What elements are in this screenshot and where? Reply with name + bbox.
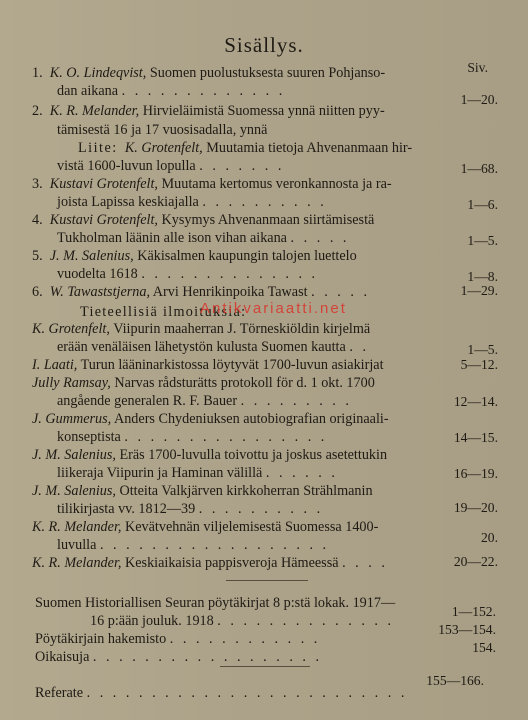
- entry-5-line-1: 5. J. M. Salenius, Käkisalmen kaupungin talojen luettelo: [32, 248, 357, 264]
- notice-8-pages: 20—22.: [453, 554, 498, 569]
- entry-number: 1.: [32, 65, 43, 81]
- notice-2-pages: 5—12.: [460, 357, 498, 372]
- entry-3-line-1: 3. Kustavi Grotenfelt, Muutama kertomus veronkannosta ja ra-: [32, 176, 392, 192]
- appendix-line-1: Liite: K. Grotenfelt, Muutamia tietoja Ahvenanmaan hir-: [78, 140, 413, 156]
- notice-6-line-1: J. M. Salenius, Otteita Valkjärven kirkkoherran Strählmanin: [32, 483, 373, 499]
- entry-author: K. O. Lindeqvist,: [49, 65, 147, 81]
- index-pages: 153—154.: [438, 622, 496, 637]
- entry-4-line-1: 4. Kustavi Grotenfelt, Kysymys Ahvenanmaan siirtämisestä: [32, 212, 375, 228]
- entry-2-line-2: tämisestä 16 ja 17 vuosisadalla, ynnä: [57, 122, 268, 138]
- notice-5-pages: 16—19.: [453, 466, 498, 481]
- entry-1-line-2: dan aikana . . . . . . . . . . . . .: [57, 83, 286, 99]
- page-column-label: Siv.: [467, 60, 488, 75]
- notice-4-line-2: konseptista . . . . . . . . . . . . . . . .: [57, 429, 328, 445]
- closing-divider: [220, 666, 310, 667]
- watermark: Antikvariaatti.net: [200, 300, 347, 317]
- notice-4-line-1: J. Gummerus, Anders Chydeniuksen autobiografian originaali-: [32, 411, 389, 427]
- referate-line: Referate . . . . . . . . . . . . . . . . . . . . . . . . .: [35, 685, 408, 701]
- notice-1-line-2: erään venäläisen lähetystön kulusta Suomen kautta . .: [57, 339, 369, 355]
- notice-8-line-1: K. R. Melander, Keskiaikaisia pappisveroja Hämeessä . . . .: [32, 555, 388, 571]
- entry-2-pages: 1—68.: [460, 161, 498, 176]
- entry-2-line-1: 2. K. R. Melander, Hirvieläimistä Suomessa ynnä niitten pyy-: [32, 103, 385, 119]
- notice-7-line-2: luvulla . . . . . . . . . . . . . . . . . .: [57, 537, 330, 553]
- appendix-line-2: vistä 1600-luvun lopulla . . . . . . .: [57, 158, 285, 174]
- notice-1-pages: 1—5.: [467, 342, 498, 357]
- index-line: Pöytäkirjain hakemisto . . . . . . . . . . . .: [35, 631, 321, 647]
- entry-title: Suomen puolustuksesta suuren Pohjanso-: [146, 65, 386, 81]
- entry-1-line-1: [32, 64, 385, 82]
- minutes-line-1: Suomen Historiallisen Seuran pöytäkirjat 8 p:stä lokak. 1917—: [35, 595, 396, 611]
- notice-6-line-2: tilikirjasta vv. 1812—39 . . . . . . . . . .: [57, 501, 324, 517]
- section-divider: [226, 580, 308, 581]
- notice-7-pages: 20.: [481, 530, 498, 545]
- entry-4-line-2: Tukholman läänin alle ison vihan aikana . . . . .: [57, 230, 350, 246]
- corrections-line: Oikaisuja . . . . . . . . . . . . . . . . . .: [35, 649, 323, 665]
- page-title: Sisällys.: [224, 33, 304, 57]
- entry-5-line-2: vuodelta 1618 . . . . . . . . . . . . . .: [57, 266, 319, 282]
- minutes-pages: 1—152.: [451, 604, 496, 619]
- notice-2-line-1: I. Laati, Turun lääninarkistossa löytyvät 1700-luvun asiakirjat: [32, 357, 384, 373]
- notice-4-pages: 14—15.: [453, 430, 498, 445]
- referate-pages: 155—166.: [426, 673, 484, 688]
- section-heading: Tieteellisiä ilmoituksia:: [80, 304, 247, 320]
- entry-6-pages: 1—29.: [460, 283, 498, 298]
- entry-1-pages: 1—20.: [460, 92, 498, 107]
- entry-4-pages: 1—5.: [467, 233, 498, 248]
- minutes-line-2: 16 p:ään jouluk. 1918 . . . . . . . . . . . . . .: [90, 613, 395, 629]
- corrections-pages: 154.: [472, 640, 496, 655]
- notice-7-line-1: K. R. Melander, Kevätvehnän viljelemisestä Suomessa 1400-: [32, 519, 379, 535]
- entry-6-line-1: 6. W. Tawaststjerna, Arvi Henrikinpoika Tawast . . . . .: [32, 284, 371, 300]
- notice-3-line-2: angående generalen R. F. Bauer . . . . . . . . .: [57, 393, 352, 409]
- notice-5-line-2: liikeraja Viipurin ja Haminan välillä . . . . . .: [57, 465, 338, 481]
- notice-5-line-1: J. M. Salenius, Eräs 1700-luvulla toivottu ja joskus asetettukin: [32, 447, 388, 463]
- entry-5-pages: 1—8.: [467, 269, 498, 284]
- entry-3-line-2: joista Lapissa keskiajalla . . . . . . . . . .: [57, 194, 327, 210]
- notice-6-pages: 19—20.: [453, 500, 498, 515]
- entry-3-pages: 1—6.: [467, 197, 498, 212]
- notice-3-line-1: Jully Ramsay, Narvas rådsturätts protokoll för d. 1 okt. 1700: [32, 375, 375, 391]
- notice-3-pages: 12—14.: [453, 394, 498, 409]
- notice-1-line-1: K. Grotenfelt, Viipurin maaherran J. Törneskiöldin kirjelmä: [32, 321, 371, 337]
